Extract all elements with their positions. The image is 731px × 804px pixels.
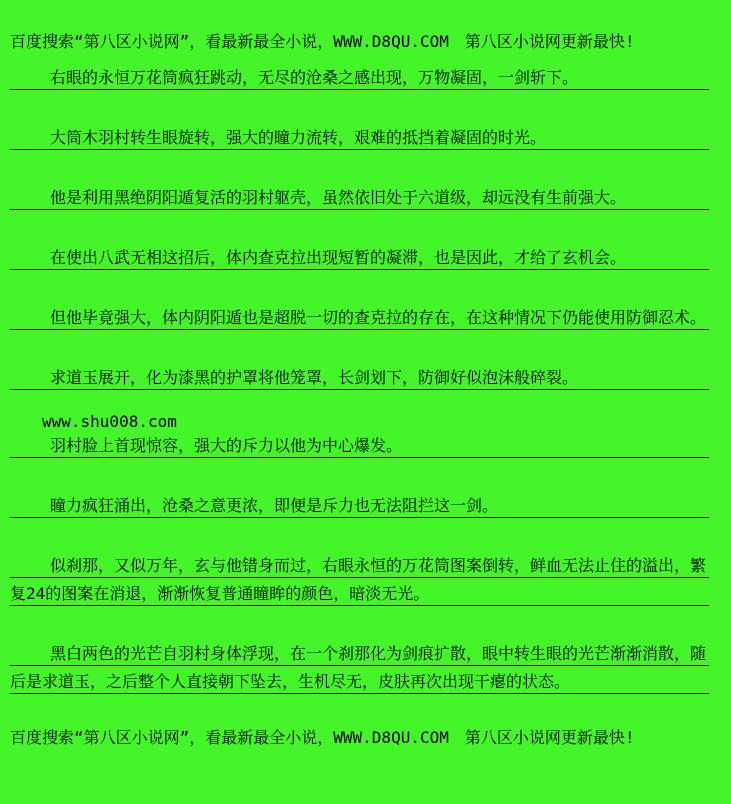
novel-paragraphs-bottom (10, 432, 709, 696)
novel-paragraph: 在使出八武无相这招后，体内查克拉出现短暂的凝滞，也是因此，才给了玄机会。 (10, 244, 709, 272)
novel-paragraph: 他是利用黑绝阴阳遁复活的羽村躯壳，虽然依旧处于六道级，却远没有生前强大。 (10, 184, 709, 212)
novel-paragraph: 羽村脸上首现惊容，强大的斥力以他为中心爆发。 (10, 432, 709, 460)
novel-paragraph: 右眼的永恒万花筒疯狂跳动，无尽的沧桑之感出现，万物凝固，一剑斩下。 (10, 64, 709, 92)
novel-paragraph: 求道玉展开，化为漆黑的护罩将他笼罩，长剑划下，防御好似泡沫般碎裂。 (10, 364, 709, 392)
bottom-promo-banner: 百度搜索“第八区小说网”，看最新最全小说，WWW.D8QU.COM 第八区小说网更新最快! (10, 728, 635, 747)
novel-paragraph: 大筒木羽村转生眼旋转，强大的瞳力流转，艰难的抵挡着凝固的时光。 (10, 124, 709, 152)
novel-paragraph: 瞳力疯狂涌出，沧桑之意更浓，即便是斥力也无法阻拦这一剑。 (10, 492, 709, 520)
novel-paragraph: 黑白两色的光芒自羽村身体浮现，在一个刹那化为剑痕扩散，眼中转生眼的光芒渐渐消散，随后是求道玉，之后整个人直接朝下坠去，生机尽无，皮肤再次出现干瘪的状态。 (10, 640, 709, 696)
novel-paragraphs-top (10, 64, 709, 392)
watermark-url: www.shu008.com (42, 412, 177, 431)
top-promo-banner: 百度搜索“第八区小说网”，看最新最全小说，WWW.D8QU.COM 第八区小说网更新最快! (10, 32, 635, 51)
novel-paragraph: 但他毕竟强大，体内阴阳遁也是超脱一切的查克拉的存在，在这种情况下仍能使用防御忍术。 (10, 304, 709, 332)
novel-paragraph: 似刹那，又似万年，玄与他错身而过，右眼永恒的万花筒图案倒转，鲜血无法止住的溢出，繁复24的图案在消退，渐渐恢复普通瞳眸的颜色，暗淡无光。 (10, 552, 709, 608)
